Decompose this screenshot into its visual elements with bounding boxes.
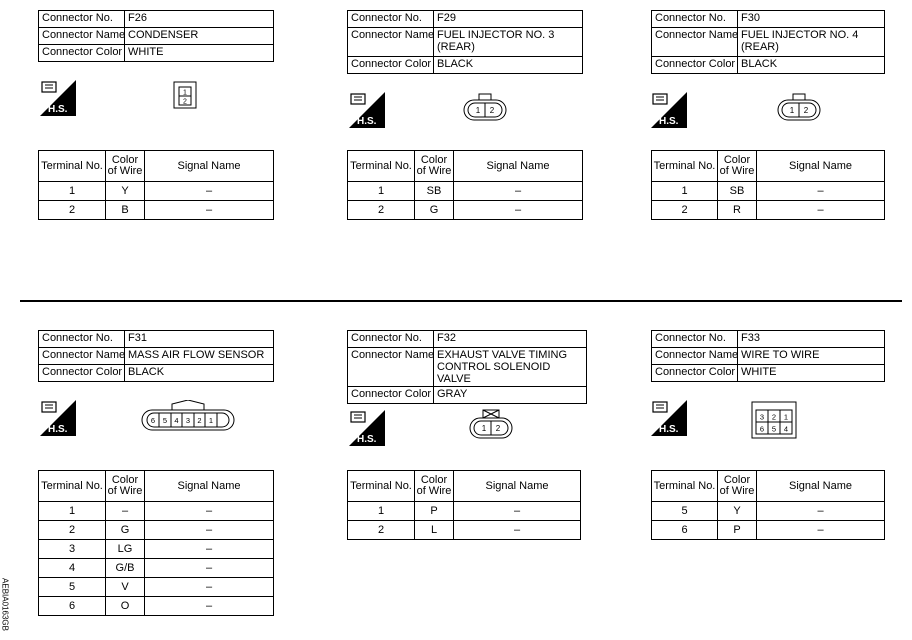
table-cell: – bbox=[757, 182, 885, 201]
connector-block-f33 bbox=[651, 330, 885, 382]
table-cell: 2 bbox=[348, 201, 415, 220]
connector-info-table bbox=[347, 10, 583, 74]
connector-block-f31 bbox=[38, 330, 274, 382]
table-cell: 6 bbox=[652, 521, 718, 540]
table-cell: EXHAUST VALVE TIMING CONTROL SOLENOID VALVE bbox=[434, 348, 587, 387]
table-cell: G/B bbox=[106, 559, 145, 578]
table-cell: Connector Color bbox=[652, 365, 738, 382]
connector-info-table bbox=[651, 10, 885, 74]
terminal-no-header: Terminal No. bbox=[39, 151, 106, 182]
pin-label: 2 bbox=[183, 98, 187, 106]
table-cell: Connector Color bbox=[348, 387, 434, 404]
table-row bbox=[348, 521, 581, 540]
table-cell: 2 bbox=[39, 201, 106, 220]
pin-label: 4 bbox=[174, 416, 179, 425]
table-cell: P bbox=[415, 502, 454, 521]
table-cell: G bbox=[106, 521, 145, 540]
table-row bbox=[348, 502, 581, 521]
pin-label: 3 bbox=[759, 412, 765, 422]
pin-label: 2 bbox=[495, 424, 501, 433]
table-row bbox=[348, 182, 583, 201]
table-cell: Connector Color bbox=[652, 57, 738, 74]
table-header: Terminal No. bbox=[652, 471, 718, 502]
terminal-table-f33 bbox=[651, 470, 885, 540]
table-cell: BLACK bbox=[738, 57, 885, 74]
harness-side-icon bbox=[40, 80, 76, 116]
table-cell: Connector Name bbox=[652, 348, 738, 365]
connector-block-f30 bbox=[651, 10, 885, 74]
table-cell: MASS AIR FLOW SENSOR bbox=[125, 348, 274, 365]
table-cell: SB bbox=[415, 182, 454, 201]
connector-no-label: Connector No. bbox=[348, 11, 434, 28]
table-header: Terminal No. bbox=[348, 471, 415, 502]
terminal-table-f26 bbox=[38, 150, 274, 220]
connector-face-f33 bbox=[750, 400, 798, 440]
table-cell: 1 bbox=[39, 502, 106, 521]
harness-side-icon bbox=[651, 92, 687, 128]
table-cell: F31 bbox=[125, 331, 274, 348]
connector-no-value: F26 bbox=[125, 11, 274, 28]
connector-name-value: FUEL INJECTOR NO. 3 (REAR) bbox=[434, 28, 583, 57]
table-cell: – bbox=[454, 201, 583, 220]
connector-info-table bbox=[651, 330, 885, 382]
pin-label: 1 bbox=[183, 89, 187, 97]
table-row bbox=[348, 201, 583, 220]
table-row bbox=[39, 521, 274, 540]
terminal-table-f29 bbox=[347, 150, 583, 220]
table-row bbox=[652, 182, 885, 201]
table-row bbox=[652, 502, 885, 521]
connector-info-table bbox=[347, 330, 587, 404]
table-cell: – bbox=[454, 521, 581, 540]
table-cell: BLACK bbox=[125, 365, 274, 382]
table-cell: – bbox=[145, 559, 274, 578]
table-row bbox=[39, 540, 274, 559]
table-header: Signal Name bbox=[454, 151, 583, 182]
table-cell: 5 bbox=[652, 502, 718, 521]
connector-face-f29 bbox=[462, 92, 508, 122]
table-cell: F33 bbox=[738, 331, 885, 348]
pin-label: 1 bbox=[783, 412, 789, 422]
table-cell: – bbox=[106, 502, 145, 521]
table-cell: 1 bbox=[348, 182, 415, 201]
pin-label: H.S. bbox=[659, 424, 679, 435]
table-cell: 6 bbox=[39, 597, 106, 616]
table-header: Color of Wire bbox=[415, 151, 454, 182]
connector-block-f29 bbox=[347, 10, 583, 74]
pin-label: 5 bbox=[162, 416, 168, 425]
table-cell: 4 bbox=[39, 559, 106, 578]
table-cell: G bbox=[415, 201, 454, 220]
connector-color-label: Connector Color bbox=[348, 57, 434, 74]
table-cell: V bbox=[106, 578, 145, 597]
pin-label: H.S. bbox=[659, 116, 679, 127]
table-cell: – bbox=[757, 521, 885, 540]
pin-label: 3 bbox=[185, 416, 191, 425]
table-cell: Connector Name bbox=[39, 348, 125, 365]
connector-block-f26 bbox=[38, 10, 274, 62]
harness-side-icon bbox=[349, 410, 385, 446]
table-cell: – bbox=[757, 502, 885, 521]
connector-face-f32 bbox=[468, 408, 514, 440]
table-cell: F30 bbox=[738, 11, 885, 28]
table-cell: Y bbox=[718, 502, 757, 521]
table-cell: WIRE TO WIRE bbox=[738, 348, 885, 365]
signal-name-header: Signal Name bbox=[145, 151, 274, 182]
harness-side-icon bbox=[651, 400, 687, 436]
table-cell: L bbox=[415, 521, 454, 540]
table-header: Color of Wire bbox=[718, 471, 757, 502]
table-cell: GRAY bbox=[434, 387, 587, 404]
terminal-table-f32 bbox=[347, 470, 581, 540]
table-cell: 3 bbox=[39, 540, 106, 559]
table-header: Color of Wire bbox=[718, 151, 757, 182]
table-row bbox=[652, 521, 885, 540]
table-cell: – bbox=[145, 540, 274, 559]
table-row bbox=[39, 597, 274, 616]
section-divider bbox=[20, 300, 902, 302]
pin-label: H.S. bbox=[357, 116, 377, 127]
harness-side-icon bbox=[349, 92, 385, 128]
table-cell: Y bbox=[106, 182, 145, 201]
table-cell: – bbox=[454, 502, 581, 521]
pin-label: 2 bbox=[803, 106, 809, 115]
pin-label: H.S. bbox=[48, 424, 68, 435]
table-cell: FUEL INJECTOR NO. 4 (REAR) bbox=[738, 28, 885, 57]
table-header: Signal Name bbox=[145, 471, 274, 502]
table-cell: B bbox=[106, 201, 145, 220]
pin-label: 6 bbox=[150, 416, 156, 425]
connector-name-value: CONDENSER bbox=[125, 28, 274, 45]
table-row bbox=[39, 502, 274, 521]
table-cell: Connector Color bbox=[39, 365, 125, 382]
connector-face-f30 bbox=[776, 92, 822, 122]
table-cell: P bbox=[718, 521, 757, 540]
table-cell: 1 bbox=[652, 182, 718, 201]
table-cell: – bbox=[145, 201, 274, 220]
terminal-table-f30 bbox=[651, 150, 885, 220]
table-cell: Connector No. bbox=[39, 331, 125, 348]
table-cell: Connector No. bbox=[652, 331, 738, 348]
color-of-wire-header: Color of Wire bbox=[106, 151, 145, 182]
terminal-table-f31 bbox=[38, 470, 274, 616]
table-header: Terminal No. bbox=[39, 471, 106, 502]
connector-block-f32 bbox=[347, 330, 587, 404]
table-header: Signal Name bbox=[757, 471, 885, 502]
hs-label: H.S. bbox=[48, 104, 68, 115]
table-cell: Connector Name bbox=[348, 348, 434, 387]
table-row bbox=[652, 201, 885, 220]
connector-no-label: Connector No. bbox=[39, 11, 125, 28]
table-cell: – bbox=[145, 502, 274, 521]
pin-label: 2 bbox=[197, 416, 202, 425]
table-header: Signal Name bbox=[757, 151, 885, 182]
connector-name-label: Connector Name bbox=[39, 28, 125, 45]
pin-label: H.S. bbox=[357, 434, 377, 445]
table-cell: SB bbox=[718, 182, 757, 201]
table-cell: R bbox=[718, 201, 757, 220]
harness-side-icon bbox=[40, 400, 76, 436]
table-cell: – bbox=[757, 201, 885, 220]
pin-label: 2 bbox=[489, 106, 495, 115]
pin-label: 6 bbox=[759, 424, 765, 434]
table-cell: – bbox=[145, 521, 274, 540]
table-cell: WHITE bbox=[738, 365, 885, 382]
connector-color-label: Connector Color bbox=[39, 45, 125, 62]
table-header: Signal Name bbox=[454, 471, 581, 502]
table-row bbox=[39, 559, 274, 578]
pin-label: 1 bbox=[481, 424, 487, 433]
table-header: Terminal No. bbox=[348, 151, 415, 182]
pin-label: 2 bbox=[771, 412, 777, 422]
connector-color-value: BLACK bbox=[434, 57, 583, 74]
connector-info-table bbox=[38, 330, 274, 382]
table-header: Color of Wire bbox=[415, 471, 454, 502]
table-cell: – bbox=[145, 578, 274, 597]
connector-color-value: WHITE bbox=[125, 45, 274, 62]
table-cell: O bbox=[106, 597, 145, 616]
table-cell: – bbox=[145, 182, 274, 201]
table-cell: – bbox=[454, 182, 583, 201]
connector-no-value: F29 bbox=[434, 11, 583, 28]
figure-code: AEBIA0163GB bbox=[0, 578, 10, 631]
table-row bbox=[39, 578, 274, 597]
table-header: Terminal No. bbox=[652, 151, 718, 182]
table-cell: 1 bbox=[39, 182, 106, 201]
pin-label: 1 bbox=[789, 106, 795, 115]
table-cell: Connector Name bbox=[652, 28, 738, 57]
pin-label: 5 bbox=[771, 424, 777, 434]
pin-label: 1 bbox=[475, 106, 481, 115]
pin-label: 1 bbox=[208, 416, 214, 425]
pin-label: 4 bbox=[783, 424, 789, 434]
table-cell: Connector No. bbox=[652, 11, 738, 28]
table-header: Color of Wire bbox=[106, 471, 145, 502]
connector-face-f31 bbox=[140, 400, 236, 432]
table-cell: Connector No. bbox=[348, 331, 434, 348]
connector-name-label: Connector Name bbox=[348, 28, 434, 57]
table-cell: 2 bbox=[39, 521, 106, 540]
table-cell: 5 bbox=[39, 578, 106, 597]
connector-info-table bbox=[38, 10, 274, 62]
table-row bbox=[39, 201, 274, 220]
table-cell: 2 bbox=[652, 201, 718, 220]
table-row bbox=[39, 182, 274, 201]
table-cell: F32 bbox=[434, 331, 587, 348]
table-cell: 2 bbox=[348, 521, 415, 540]
table-cell: LG bbox=[106, 540, 145, 559]
table-cell: – bbox=[145, 597, 274, 616]
connector-face-f26 bbox=[172, 80, 198, 110]
table-cell: 1 bbox=[348, 502, 415, 521]
